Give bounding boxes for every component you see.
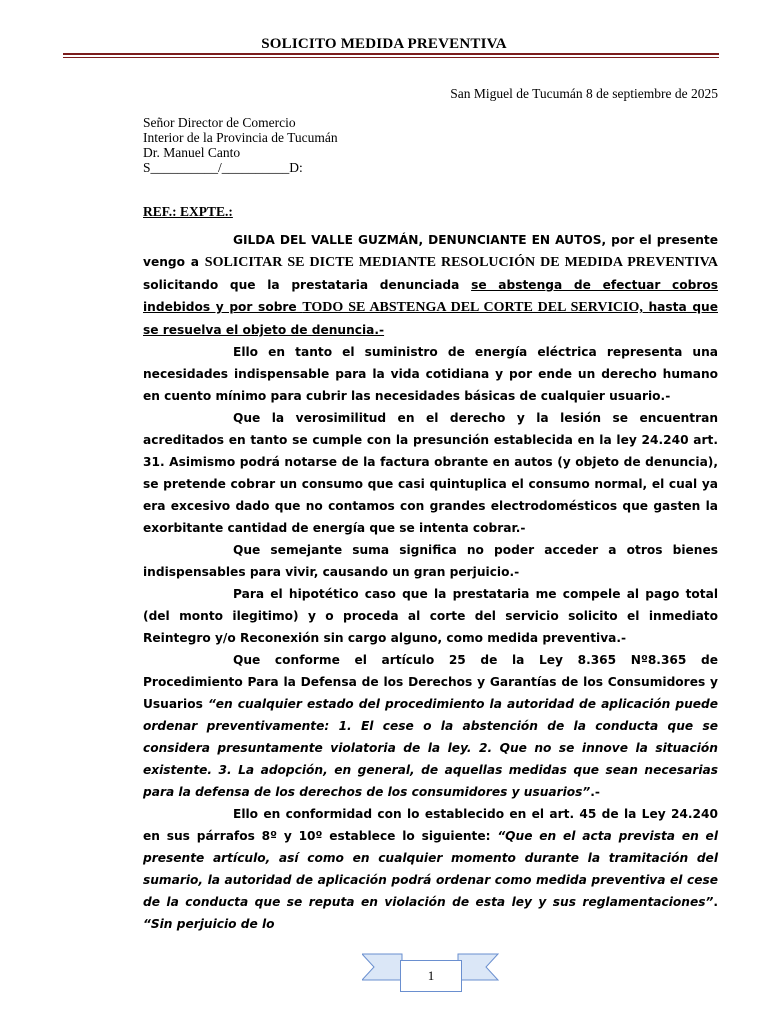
p7-quote: “Que en el acta prevista en el presente artículo, así como en cualquier momento durante la tramitación del sumario, la autoridad de aplicación podrá ordenar como medida preventiva el cese de la conducta que se reputa en violación de esta ley y sus reglamentaciones”	[143, 829, 719, 909]
addressee-line: Dr. Manuel Canto	[143, 145, 241, 160]
p7-sep: .	[713, 895, 718, 909]
paragraph-perjuicio: Que semejante suma significa no poder acceder a otros bienes indispensables para vivir, causando un gran perjuicio.-	[143, 543, 718, 579]
paragraph-electricity: Ello en tanto el suministro de energía eléctrica representa una necesidades indispensable para la vida cotidiana y por ende un derecho humano en cuento mínimo para cubrir las necesidades básicas de cualquier usuario.-	[143, 345, 718, 403]
addressee-line: Señor Director de Comercio	[143, 115, 296, 130]
paragraph-ley-8365	[143, 649, 718, 803]
paragraph-ley-24240	[143, 803, 718, 935]
p1-underlined-caps: TODO SE ABSTENGA DEL CORTE DEL SERVICIO,	[302, 300, 643, 315]
p6-quote: “en cualquier estado del procedimiento la autoridad de aplicación puede ordenar preventivamente: 1. El cese o la abstención de la conducta que se considera presuntamente violatoria de la ley. 2. Que no se innove la situación existente. 3. La adopción, en general, de aquellas medidas que sean necesarias para la defensa de los derechos de los consumidores y usuarios”	[143, 697, 719, 799]
page-number: 1	[400, 960, 462, 992]
p1-underlined-end: hasta que se resuelva el objeto de denuncia.-	[143, 300, 718, 337]
p1-text: GILDA DEL VALLE GUZMÁN, DENUNCIANTE EN AUTOS, por el presente vengo a	[143, 233, 718, 269]
reference-line: REF.: EXPTE.:	[143, 204, 233, 219]
p7-quote-2: “Sin perjuicio de lo	[143, 917, 275, 931]
title-rule-thick	[63, 53, 719, 55]
p7-text: Ello en conformidad con lo establecido en el art. 45 de la Ley 24.240 en sus párrafos 8º y 10º establece lo siguiente:	[143, 807, 718, 843]
addressee-line: Interior de la Provincia de Tucumán	[143, 130, 338, 145]
p1-text: solicitando que la prestataria denunciada	[143, 278, 472, 292]
document-title: SOLICITO MEDIDA PREVENTIVA	[261, 36, 507, 52]
p1-underlined: se abstenga de efectuar cobros indebidos y por sobre	[143, 278, 719, 314]
paragraph-reintegro: Para el hipotético caso que la prestataria me compele al pago total (del monto ilegitimo) y o proceda al corte del servicio solicito el inmediato Reintegro y/o Reconexión sin cargo alguno, como medida preventiva.-	[143, 587, 718, 645]
page-number-ribbon	[362, 950, 438, 994]
date-line: San Miguel de Tucumán 8 de septiembre de 2025	[450, 86, 718, 101]
paragraph-verosimilitud: Que la verosimilitud en el derecho y la lesión se encuentran acreditados en tanto se cumple con la presunción establecida en la ley 24.240 art. 31. Asimismo podrá notarse de la factura obrante en autos (y objeto de denuncia), se pretende cobrar un consumo que casi quintuplica el consumo normal, el cual ya era excesivo dado que no contamos con grandes electrodomésticos que gasten la exorbitante cantidad de energía que se intenta cobrar.-	[143, 411, 718, 535]
p1-request: SOLICITAR SE DICTE MEDIANTE RESOLUCIÓN DE MEDIDA PREVENTIVA	[204, 255, 718, 270]
p6-end: .-	[590, 785, 600, 799]
document-body	[143, 229, 718, 935]
addressee-line: S__________/__________D:	[143, 160, 303, 175]
paragraph-request	[143, 229, 718, 341]
addressee-block	[143, 115, 338, 175]
title-rule-thin	[63, 57, 719, 58]
p6-text: Que conforme el artículo 25 de la Ley 8.365 Nº8.365 de Procedimiento Para la Defensa de los Derechos y Garantías de los Consumidores y Usuarios	[143, 653, 718, 711]
